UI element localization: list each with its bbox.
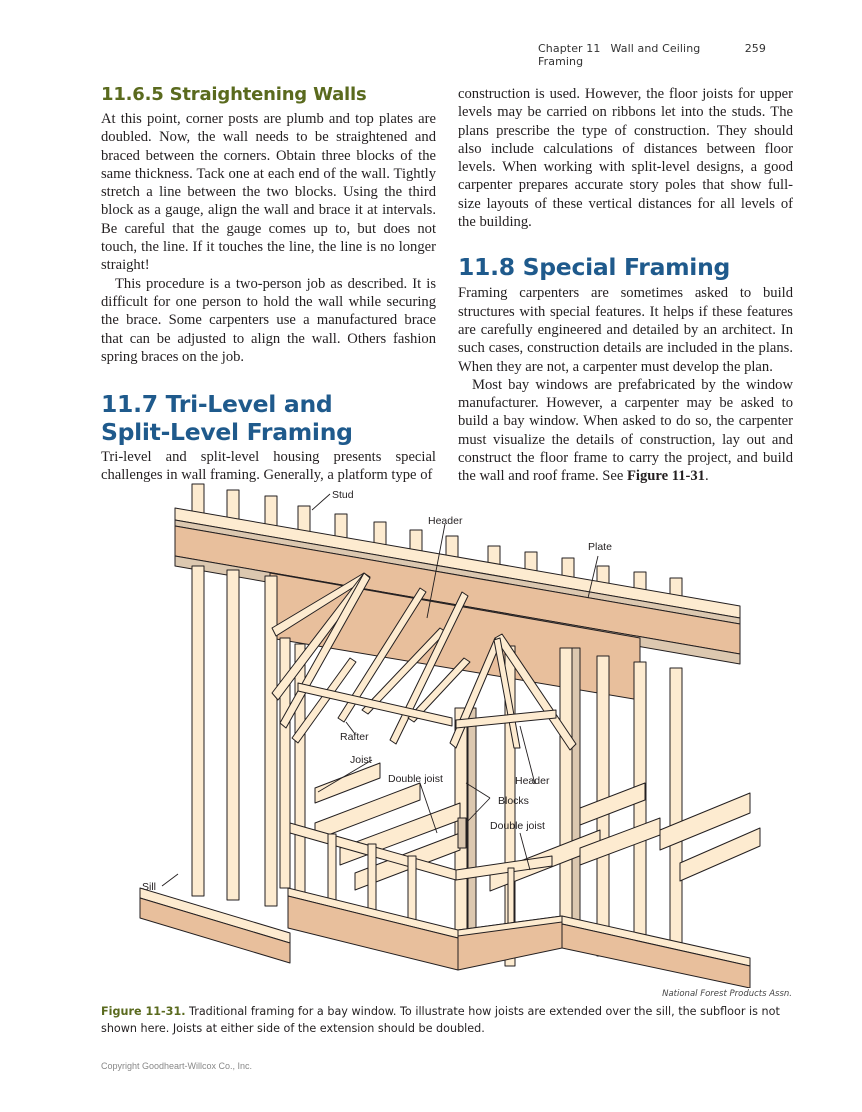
chapter-label	[538, 42, 745, 68]
figure-credit: National Forest Products Assn.	[662, 989, 792, 999]
label-stud: Stud	[332, 489, 354, 501]
heading-11-6-5: 11.6.5 Straightening Walls	[101, 84, 367, 105]
running-head	[538, 42, 766, 68]
page-number: 259	[744, 42, 766, 55]
label-double-joist-left: Double joist	[388, 773, 443, 785]
label-blocks: Blocks	[498, 795, 529, 807]
label-joist: Joist	[350, 754, 372, 766]
label-plate: Plate	[588, 541, 612, 553]
label-sill: Sill	[142, 881, 157, 893]
label-header-right: Header	[515, 775, 550, 787]
heading-11-7-line2: Split-Level Framing	[101, 418, 353, 447]
chapter-number: Chapter 11	[538, 42, 601, 55]
figure-reference-link[interactable]: Figure 11-31	[626, 468, 705, 485]
bay-window-framing-drawing	[100, 478, 800, 988]
caption-text: Traditional framing for a bay window. To illustrate how joists are extended over the sill, the subfloor is not shown here. Joists at either side of the extension should be doubled.	[101, 1005, 780, 1035]
chapter-title: Wall and Ceiling Framing	[538, 42, 701, 68]
heading-11-7	[101, 390, 436, 446]
paragraph: construction is used. However, the floor joists for upper levels may be carried on ribbons let into the studs. The plans prescribe the type of construction. They should also include calculations of distances between floor levels. When working with split-level designs, a good carpenter prepares accurate story poles that show full-size layouts of these vertical distances for all levels of the building.	[458, 86, 793, 231]
paragraph-bay-windows	[458, 376, 793, 486]
copyright-footer: Copyright Goodheart-Willcox Co., Inc.	[101, 1061, 253, 1071]
paragraph-end: .	[704, 468, 709, 485]
paragraph: At this point, corner posts are plumb and top plates are doubled. Now, the wall needs to be straightened and braced between the corners. Obtain three blocks of the same thickness. Tack one at each end of the wall. Tightly stretch a line between the two blocks. Using the third block as a gauge, align the wall and brace it at intervals. Be careful that the gauge comes up to, but does not touch, the line. If it touches the line, the line is no longer straight!	[101, 111, 436, 274]
paragraph: Tri-level and split-level housing presents special challenges in wall framing. Generally, a platform type of	[101, 449, 436, 484]
label-rafter: Rafter	[340, 731, 369, 743]
paragraph: Framing carpenters are sometimes asked to build structures with special features. It helps if these features are carefully engineered and detailed by an architect. In such cases, construction details are included in the plans. When they are not, a carpenter must develop the plan.	[458, 285, 793, 375]
heading-11-8: 11.8 Special Framing	[458, 253, 731, 282]
label-header-top: Header	[428, 515, 463, 527]
left-column	[101, 84, 436, 485]
label-double-joist-right: Double joist	[490, 820, 545, 832]
paragraph-text: Most bay windows are prefabricated by the window manufacturer. However, a carpenter may be asked to build a bay window. When asked to do so, the carpenter must visualize the details of construction, lay out and construct the floor frame to carry the project, and build the wall and roof frame. See	[458, 376, 793, 485]
figure-11-31-illustration	[100, 478, 800, 988]
right-column	[458, 85, 793, 486]
figure-number: Figure 11-31.	[101, 1005, 186, 1018]
figure-caption	[101, 1003, 801, 1037]
heading-11-7-line1: 11.7 Tri-Level and	[101, 390, 333, 419]
paragraph: This procedure is a two-person job as described. It is difficult for one person to hold the wall while securing the brace. Some carpenters use a manufactured brace that can be adjusted to align the wall. Others fashion spring braces on the job.	[101, 275, 436, 365]
